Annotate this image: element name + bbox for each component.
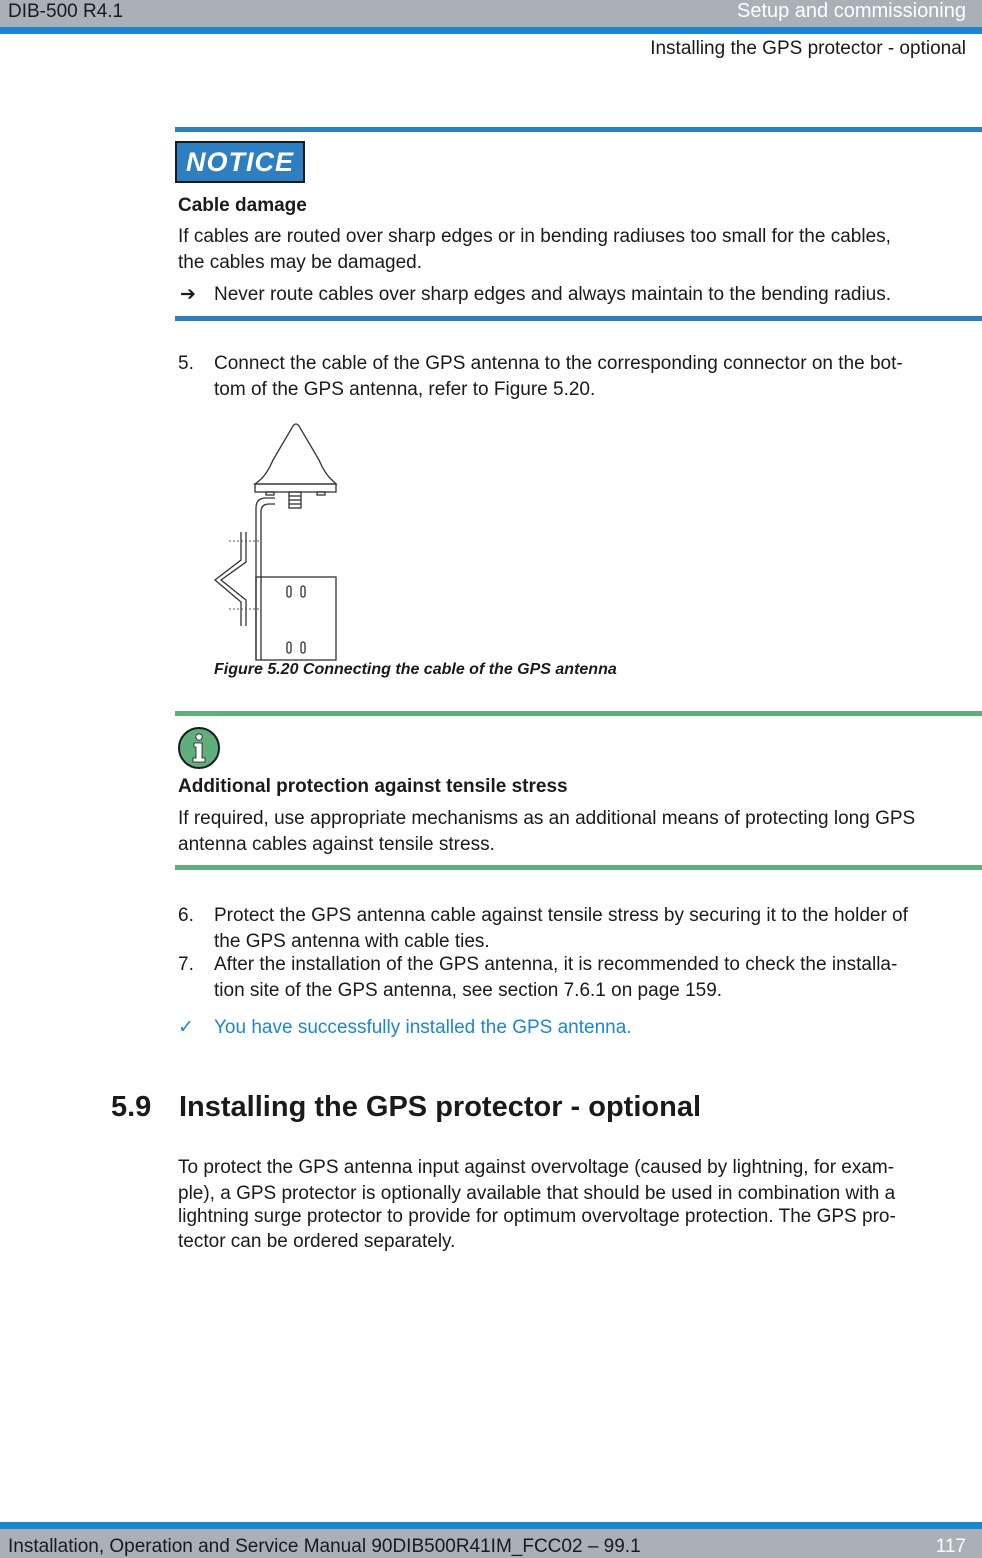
step-7-line-1: After the installation of the GPS antenna, it is recommended to check the installa- — [214, 954, 898, 975]
info-body-line-1: If required, use appropriate mechanisms as an additional means of protecting long GPS — [178, 808, 916, 829]
info-body-line-2: antenna cables against tensile stress. — [178, 834, 495, 855]
section-number: 5.9 — [111, 1091, 152, 1123]
section-body-line-2: ple), a GPS protector is optionally available that should be used in combination with a — [178, 1183, 896, 1204]
mast-clamp — [215, 532, 241, 626]
info-top-rule — [175, 711, 982, 716]
bracket-outer — [256, 498, 275, 660]
gps-antenna-figure — [205, 420, 345, 665]
notice-body-line-2: the cables may be damaged. — [178, 252, 422, 273]
step-5-line-2: tom of the GPS antenna, refer to Figure 5.20. — [214, 379, 596, 400]
notice-title: Cable damage — [178, 195, 307, 216]
manual-reference: Installation, Operation and Service Manual 90DIB500R41IM_FCC02 – 99.1 — [8, 1536, 641, 1557]
step-7-number: 7. — [178, 954, 194, 975]
section-body-line-3: lightning surge protector to provide for optimum overvoltage protection. The GPS pro- — [178, 1206, 896, 1227]
antenna-base — [255, 484, 336, 492]
notice-top-rule — [175, 127, 982, 132]
page-number: 117 — [935, 1536, 966, 1557]
info-bottom-rule — [175, 865, 982, 870]
bracket-plate — [256, 577, 336, 660]
step-7-line-2: tion site of the GPS antenna, see section 7.6.1 on page 159. — [214, 980, 723, 1001]
footer-rule — [0, 1522, 982, 1529]
notice-bottom-rule — [175, 316, 982, 321]
chapter-title: Setup and commissioning — [736, 0, 966, 22]
info-icon — [177, 726, 221, 770]
section-body-line-1: To protect the GPS antenna input against overvoltage (caused by lightning, for exam- — [178, 1157, 895, 1178]
step-5-number: 5. — [178, 353, 194, 374]
section-body-line-4: tector can be ordered separately. — [178, 1231, 456, 1252]
result-text: You have successfully installed the GPS antenna. — [214, 1017, 632, 1038]
notice-badge — [175, 141, 305, 183]
figure-caption: Figure 5.20 Connecting the cable of the GPS antenna — [214, 661, 617, 678]
notice-body-line-1: If cables are routed over sharp edges or in bending radiuses too small for the cables, — [178, 226, 891, 247]
step-6-number: 6. — [178, 905, 194, 926]
section-running-title: Installing the GPS protector - optional — [650, 38, 966, 59]
step-6-line-1: Protect the GPS antenna cable against tensile stress by securing it to the holder of — [214, 905, 908, 926]
info-title: Additional protection against tensile stress — [178, 776, 568, 797]
arrow-icon: ➔ — [180, 284, 196, 305]
notice-instruction: Never route cables over sharp edges and always maintain to the bending radius. — [214, 284, 892, 305]
step-5-line-1: Connect the cable of the GPS antenna to the corresponding connector on the bot- — [214, 353, 903, 374]
header-rule — [0, 27, 982, 34]
notice-badge-label: NOTICE — [185, 146, 294, 177]
antenna-dome — [255, 424, 336, 484]
checkmark-icon: ✓ — [178, 1017, 194, 1038]
document-title: DIB-500 R4.1 — [8, 1, 124, 22]
step-6-line-2: the GPS antenna with cable ties. — [214, 931, 490, 952]
section-heading: Installing the GPS protector - optional — [179, 1091, 702, 1123]
